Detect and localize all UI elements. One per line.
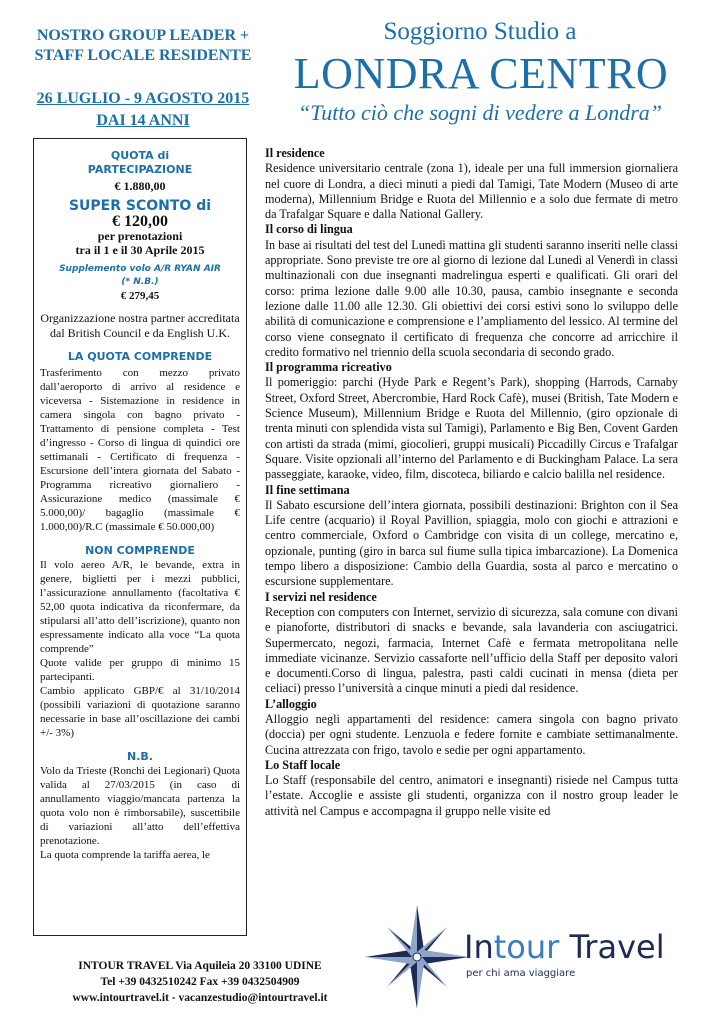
section-text-weekend: Il Sabato escursione dell’intera giornata, possibili destinazioni: Brighton con il Sea Life centre (acquario) il Royal Pavillion, spiaggia, molo con giochi e attrazioni e centro commerciale, Oxford o Cambridge con visita di un college, mercatino e, opzionale, punting (giro in barca sul fiume sulla tipica imbarcazione). La Domenica tempo libero a disposizione: Cambio della Guardia, sosta al parco e mercatino o escursione supplementare.: [265, 497, 678, 589]
comprende-heading: LA QUOTA COMPRENDE: [67, 350, 213, 363]
page-tagline: “Tutto ciò che sogni di vedere a Londra”: [297, 100, 662, 125]
nb-heading: N.B.: [127, 750, 153, 763]
compass-star-icon: [362, 902, 472, 1012]
quota-price: € 1.880,00: [114, 179, 166, 193]
footer-phone: Tel +39 0432510242 Fax +39 0432504909: [100, 976, 300, 988]
exchange-text: Cambio applicato GBP/€ al 31/10/2014 (possibili variazioni di quotazione saranno necessarie in base all’oscillazione dei cambi +/- 3%): [40, 685, 240, 739]
quota-heading-line-2: PARTECIPAZIONE: [87, 163, 193, 176]
section-text-alloggio: Alloggio negli appartamenti del residence: camera singola con bagno privato (doccia) per ogni studente. Lenzuola e federe fornite e cambiate settimanalmente. Cucina attrezzata con frigo, tavolo e sedie per ogni appartamento.: [265, 711, 678, 757]
pricing-box: [33, 138, 247, 936]
brand-name: [464, 928, 665, 966]
sconto-price: € 120,00: [112, 213, 168, 230]
section-text-programma: Il pomeriggio: parchi (Hyde Park e Regent’s Park), shopping (Harrods, Carnaby Street, Oxford Street, Abercrombie, Hard Rock Cafè), musei (British, Tate Modern e Science Museum), Millennium Bridge e Ruota del Millennio, (giro opzionale di trenta minuti con splendida vista sul Tamigi), Parlamento e Big Ben, Covent Garden con artisti da strada (mimi, giocolieri, gruppi musicali) Piccadilly Circus e Trafalgar Square. Visite opzionali all’interno del Parlamento e di Buckingham Palace. La sera passeggiate, karaoke, video, film, discoteca, biliardo e calcio balilla nel residence.: [265, 375, 678, 482]
trip-ages: DAI 14 ANNI: [96, 112, 190, 129]
brand-in: In: [464, 928, 494, 966]
brand-tour: tour: [493, 928, 560, 966]
section-text-corso: In base ai risultati del test del Lunedì mattina gli studenti saranno inseriti nelle classi appropriate. Sono previste tre ore al giorno di lezione dal Lunedì al Venerdì in classi multinazionali con due insegnanti madrelingua esperti e qualificati. Gli orari del corso: prima lezione dalle 9.00 alle 10.30, pausa, cambio insegnante e seconda lezione dalle 11.00 alle 12.30. Gli obiettivi dei corsi estivi sono lo sviluppo delle abilità di comunicazione e comprensione e l’ampliamento del lessico. Al termine del corso viene consegnato il certificato di frequenza che concorre ad arricchire il credito formativo nel triennio della scuola secondaria di secondo grado.: [265, 237, 678, 359]
main-content: [265, 146, 678, 819]
min-group-text: Quote valide per gruppo di minimo 15 partecipanti.: [40, 657, 240, 683]
leader-line-1: NOSTRO GROUP LEADER +: [36, 27, 250, 44]
section-text-servizi: Reception con computers con Internet, servizio di sicurezza, sala comune con divani e pianoforte, distributori di snacks e bevande, sala lavanderia con asciugatrici. Supermercato, negozi, farmacia, Internet Cafè e fermata metropolitana nelle immediate vicinanze. Servizio cassaforte nell’ufficio della Staff per deposito valori e documenti.Corso di lingua, palestra, pasti caldi cucinati in mensa (dieta per celiaci) presso l’università a cinque minuti a piedi dal residence.: [265, 604, 678, 696]
footer-address: INTOUR TRAVEL Via Aquileia 20 33100 UDINE: [78, 960, 322, 972]
trip-dates: 26 LUGLIO - 9 AGOSTO 2015: [36, 90, 250, 107]
non-comprende-text: Il volo aereo A/R, le bevande, extra in genere, biglietti per i mezzi pubblici, l’assicurazione annullamento (facoltativa € 52,00 quota indicativa da riconfermare, da stipularsi all’atto dell’iscrizione), quanto non espressamente indicato alla voce “La quota comprende”: [40, 559, 240, 655]
super-sconto-heading: SUPER SCONTO di: [68, 198, 212, 214]
leader-line-2: STAFF LOCALE RESIDENTE: [34, 47, 252, 64]
leader-heading: [28, 26, 258, 66]
brand-tagline: per chi ama viaggiare: [466, 968, 576, 979]
comprende-text: Trasferimento con mezzo privato dall’aeroporto di arrivo al residence e viceversa - Sistemazione in residence in camera singola con bagno privato - Trattamento di pensione completa - Test d’ingresso - Corso di lingua di quindici ore settimanali - Certificato di frequenza - Escursione dell’intera giornata del Sabato - Programma ricreativo giornaliero - Assicurazione medico (massimale € 5.000,00)/ bagaglio (massimale € 1.000,00)/R.C (massimale € 50.000,00): [40, 367, 240, 533]
section-title-weekend: Il fine settimana: [265, 482, 350, 497]
nb-text: Volo da Trieste (Ronchi dei Legionari) Quota valida al 27/03/2015 (in caso di annullamento viaggio/mancata partenza la quota volo non è rimborsabile), suscettibile di variazioni all’atto dell’effettiva prenotazione.: [40, 765, 240, 847]
non-comprende-heading: NON COMPRENDE: [85, 544, 195, 557]
sconto-note-2: tra il 1 e il 30 Aprile 2015: [75, 243, 205, 257]
section-title-staff: Lo Staff locale: [265, 757, 341, 772]
supplemento-line-2: (* N.B.): [121, 277, 159, 287]
brand-travel: Travel: [559, 928, 665, 966]
partner-text: Organizzazione nostra partner accreditata dal British Council e da English U.K.: [40, 311, 240, 340]
quota-heading: [40, 149, 240, 177]
section-title-residence: Il residence: [265, 146, 325, 160]
supplemento-line-1: Supplemento volo A/R RYAN AIR: [59, 264, 221, 274]
section-title-programma: Il programma ricreativo: [265, 360, 392, 375]
intour-logo: [362, 902, 692, 1012]
supplemento-price: € 279,45: [120, 290, 160, 302]
page-title: LONDRA CENTRO: [293, 49, 669, 98]
section-text-staff: Lo Staff (responsabile del centro, animatori e insegnanti) risiede nel Campus tutta l’estate. Accoglie e assiste gli studenti, organizza con il nostro group leader le attività nel Campus e accompagna il gruppo nelle visite ed: [265, 773, 678, 818]
dates-heading: [28, 88, 258, 132]
section-title-alloggio: L’alloggio: [265, 696, 317, 711]
footer-contacts: [40, 958, 360, 1006]
sconto-note-1: per prenotazioni: [97, 229, 183, 243]
supplemento-heading: [40, 263, 240, 289]
section-title-servizi: I servizi nel residence: [265, 589, 377, 604]
section-title-corso: Il corso di lingua: [265, 222, 353, 237]
footer-web[interactable]: www.intourtravel.it - vacanzestudio@intourtravel.it: [72, 992, 328, 1004]
section-text-residence: Residence universitario centrale (zona 1), ideale per una full immersion giornaliera nel cuore di Londra, a dieci minuti a piedi dal Tamigi, Tate Modern (Museo di arte moderna), Millennium Bridge e Ruota del Millennio e a solo due fermate di metro da Trafalgar Square e dalla National Gallery.: [265, 161, 678, 222]
nb-text-2: La quota comprende la tariffa aerea, le: [40, 849, 210, 861]
quota-heading-line-1: QUOTA di: [110, 149, 170, 162]
page-subtitle: Soggiorno Studio a: [383, 18, 577, 45]
